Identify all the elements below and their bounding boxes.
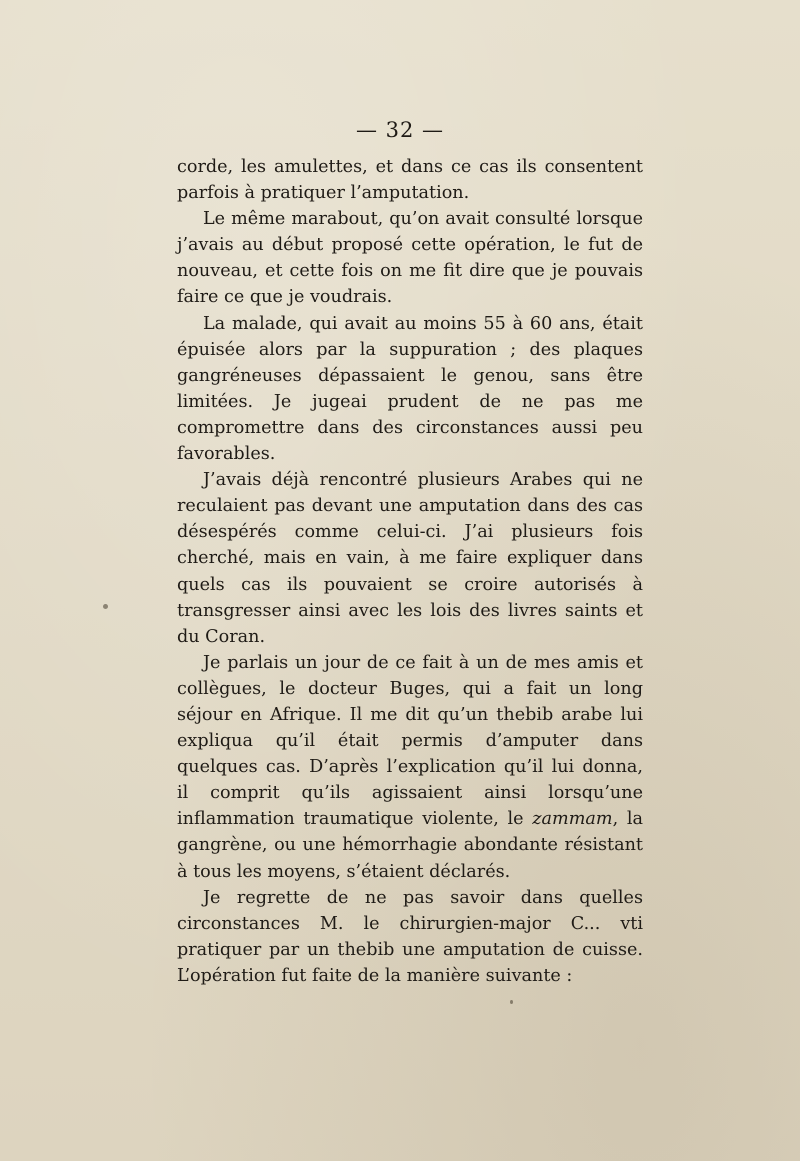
paragraph-1: corde, les amulettes, et dans ce cas ils consentent parfois à pratiquer l’amputation. <box>177 157 643 204</box>
paper-speck <box>510 1000 513 1004</box>
paragraph-2: Le même marabout, qu’on avait consulté lorsque j’avais au début proposé cette opération, le fut de nouveau, et cette fois on me fit dire que je pouvais faire ce que je voudrais. <box>177 209 643 308</box>
italic-term: zammam <box>532 809 613 830</box>
paragraph-3: La malade, qui avait au moins 55 à 60 ans, était épuisée alors par la suppuration ; des plaques gangréneuses dépassaient le genou, sans être limitées. Je jugeai prudent de ne pas me compromettre dans des circonstances aussi peu favorables. <box>177 313 643 465</box>
paper-speck <box>103 604 108 609</box>
paragraph-6: Je regrette de ne pas savoir dans quelles circonstances M. le chirurgien-major C... vti pratiquer par un thebib une amputation de cuisse. L’opération fut faite de la manière suivante : <box>177 887 643 986</box>
paragraph-4: J’avais déjà rencontré plusieurs Arabes qui ne reculaient pas devant une amputation dans des cas désespérés comme celui-ci. J’ai plusieurs fois cherché, mais en vain, à me faire expliquer dans quels cas ils pouvaient se croire autorisés à transgresser ainsi avec les lois des livres saints et du Coran. <box>177 470 643 647</box>
body-text <box>177 154 643 989</box>
paragraph-5-before: Je parlais un jour de ce fait à un de mes amis et collègues, le docteur Buges, qui a fait un long séjour en Afrique. Il me dit qu’un thebib arabe lui expliqua qu’il était permis d’amputer dans quelques cas. D’après l’explication qu’il lui donna, il comprit qu’ils agissaient ainsi lorsqu’une inflammation traumatique violente, le <box>177 652 643 830</box>
page-number: — 32 — <box>355 118 445 142</box>
paragraph-5 <box>177 650 643 885</box>
paragraph-5-after: , la gangrène, ou une hémorrhagie abondante résistant à tous les moyens, s’étaient déclarés. <box>177 809 643 882</box>
